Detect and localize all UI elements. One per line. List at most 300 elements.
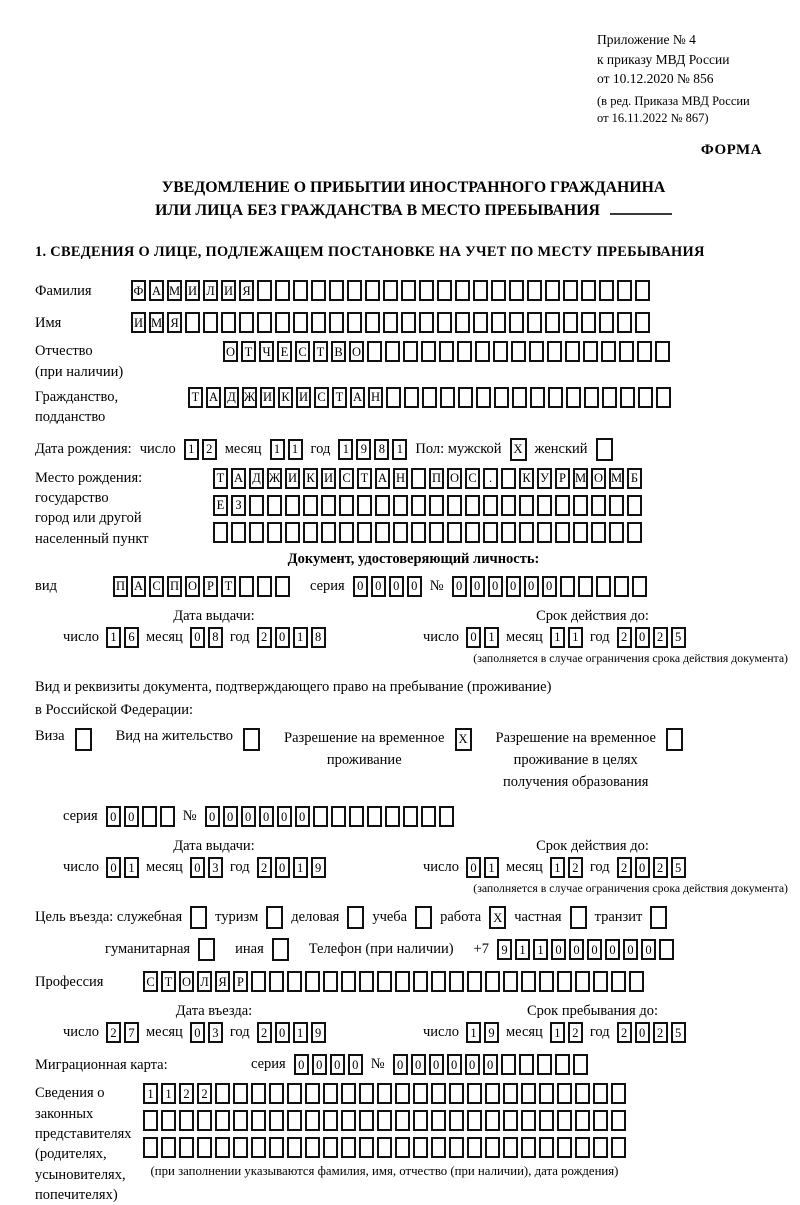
char-cell[interactable] [313, 806, 328, 827]
char-cell[interactable] [347, 906, 364, 929]
char-cell[interactable] [458, 387, 473, 408]
char-cell[interactable] [431, 971, 446, 992]
char-cell[interactable] [431, 1083, 446, 1104]
char-cell[interactable] [599, 312, 614, 333]
char-cell[interactable]: 1 [184, 439, 199, 460]
char-cell[interactable] [539, 1137, 554, 1158]
char-cell[interactable] [395, 1137, 410, 1158]
char-cell[interactable] [614, 576, 629, 597]
char-cell[interactable] [529, 341, 544, 362]
char-cell[interactable] [375, 522, 390, 543]
char-cell[interactable]: К [519, 468, 534, 489]
char-cell[interactable] [575, 1110, 590, 1131]
char-cell[interactable] [321, 522, 336, 543]
char-cell[interactable] [599, 280, 614, 301]
char-cell[interactable] [485, 971, 500, 992]
char-cell[interactable]: З [231, 495, 246, 516]
char-cell[interactable] [467, 1083, 482, 1104]
char-cell[interactable]: 7 [124, 1022, 139, 1043]
char-cell[interactable]: 0 [542, 576, 557, 597]
char-cell[interactable] [635, 312, 650, 333]
char-cell[interactable]: 9 [311, 1022, 326, 1043]
char-cell[interactable]: 1 [550, 1022, 565, 1043]
char-cell[interactable] [401, 280, 416, 301]
char-cell[interactable]: Ч [259, 341, 274, 362]
char-cell[interactable] [377, 1083, 392, 1104]
char-cell[interactable] [545, 312, 560, 333]
char-cell[interactable] [503, 1083, 518, 1104]
char-cell[interactable] [537, 522, 552, 543]
char-cell[interactable] [511, 341, 526, 362]
char-cell[interactable]: 0 [641, 939, 656, 960]
char-cell[interactable]: И [260, 387, 275, 408]
char-cell[interactable] [365, 312, 380, 333]
char-cell[interactable]: Н [393, 468, 408, 489]
char-cell[interactable] [287, 1137, 302, 1158]
char-cell[interactable] [449, 1110, 464, 1131]
char-cell[interactable] [269, 1110, 284, 1131]
char-cell[interactable]: 2 [568, 1022, 583, 1043]
char-cell[interactable] [493, 341, 508, 362]
char-cell[interactable] [509, 312, 524, 333]
char-cell[interactable] [142, 806, 157, 827]
char-cell[interactable]: 0 [259, 806, 274, 827]
char-cell[interactable] [593, 971, 608, 992]
char-cell[interactable]: 2 [257, 627, 272, 648]
char-cell[interactable]: 1 [338, 439, 353, 460]
char-cell[interactable] [555, 522, 570, 543]
char-cell[interactable] [311, 280, 326, 301]
char-cell[interactable] [413, 971, 428, 992]
char-cell[interactable]: 0 [275, 1022, 290, 1043]
char-cell[interactable] [421, 341, 436, 362]
char-cell[interactable]: 2 [106, 1022, 121, 1043]
char-cell[interactable]: Б [627, 468, 642, 489]
char-cell[interactable]: 1 [484, 857, 499, 878]
char-cell[interactable] [473, 280, 488, 301]
char-cell[interactable] [329, 312, 344, 333]
char-cell[interactable]: 0 [190, 627, 205, 648]
char-cell[interactable] [269, 1083, 284, 1104]
char-cell[interactable] [563, 312, 578, 333]
char-cell[interactable]: 0 [106, 806, 121, 827]
char-cell[interactable]: С [295, 341, 310, 362]
char-cell[interactable] [365, 280, 380, 301]
char-cell[interactable] [143, 1110, 158, 1131]
char-cell[interactable] [609, 522, 624, 543]
char-cell[interactable] [341, 1083, 356, 1104]
char-cell[interactable] [221, 312, 236, 333]
char-cell[interactable] [635, 280, 650, 301]
char-cell[interactable]: И [221, 280, 236, 301]
char-cell[interactable]: И [185, 280, 200, 301]
char-cell[interactable]: Д [224, 387, 239, 408]
char-cell[interactable] [386, 387, 401, 408]
char-cell[interactable] [449, 1137, 464, 1158]
char-cell[interactable] [485, 1083, 500, 1104]
char-cell[interactable]: И [296, 387, 311, 408]
char-cell[interactable] [519, 522, 534, 543]
char-cell[interactable]: 8 [311, 627, 326, 648]
char-cell[interactable] [602, 387, 617, 408]
char-cell[interactable] [659, 939, 674, 960]
char-cell[interactable] [483, 495, 498, 516]
char-cell[interactable] [357, 522, 372, 543]
char-cell[interactable]: 0 [330, 1054, 345, 1075]
char-cell[interactable] [491, 312, 506, 333]
char-cell[interactable] [305, 971, 320, 992]
char-cell[interactable] [404, 387, 419, 408]
char-cell[interactable]: 5 [671, 627, 686, 648]
char-cell[interactable] [203, 312, 218, 333]
char-cell[interactable] [287, 1083, 302, 1104]
char-cell[interactable] [385, 341, 400, 362]
char-cell[interactable] [431, 1137, 446, 1158]
char-cell[interactable]: 0 [488, 576, 503, 597]
char-cell[interactable] [421, 806, 436, 827]
char-cell[interactable] [251, 1110, 266, 1131]
char-cell[interactable]: 1 [515, 939, 530, 960]
char-cell[interactable] [285, 495, 300, 516]
char-cell[interactable]: 0 [483, 1054, 498, 1075]
char-cell[interactable]: 0 [447, 1054, 462, 1075]
char-cell[interactable]: Я [215, 971, 230, 992]
char-cell[interactable] [539, 1083, 554, 1104]
char-cell[interactable]: 0 [635, 857, 650, 878]
char-cell[interactable]: 0 [411, 1054, 426, 1075]
char-cell[interactable] [257, 312, 272, 333]
char-cell[interactable]: Р [233, 971, 248, 992]
char-cell[interactable] [429, 522, 444, 543]
char-cell[interactable] [413, 1137, 428, 1158]
char-cell[interactable] [457, 341, 472, 362]
char-cell[interactable]: X [455, 728, 472, 751]
char-cell[interactable] [285, 522, 300, 543]
char-cell[interactable]: 2 [568, 857, 583, 878]
char-cell[interactable]: 2 [653, 627, 668, 648]
char-cell[interactable] [465, 522, 480, 543]
char-cell[interactable] [161, 1137, 176, 1158]
char-cell[interactable]: 0 [106, 857, 121, 878]
char-cell[interactable] [411, 495, 426, 516]
char-cell[interactable]: 2 [617, 627, 632, 648]
char-cell[interactable] [521, 1083, 536, 1104]
char-cell[interactable] [293, 280, 308, 301]
char-cell[interactable] [521, 971, 536, 992]
char-cell[interactable] [395, 1110, 410, 1131]
char-cell[interactable] [521, 1110, 536, 1131]
char-cell[interactable] [251, 971, 266, 992]
char-cell[interactable] [573, 1054, 588, 1075]
char-cell[interactable] [331, 806, 346, 827]
char-cell[interactable] [573, 495, 588, 516]
char-cell[interactable]: И [131, 312, 146, 333]
char-cell[interactable]: М [609, 468, 624, 489]
char-cell[interactable]: В [331, 341, 346, 362]
char-cell[interactable]: Я [167, 312, 182, 333]
char-cell[interactable]: X [489, 906, 506, 929]
char-cell[interactable]: 1 [484, 627, 499, 648]
char-cell[interactable]: 0 [605, 939, 620, 960]
char-cell[interactable] [367, 341, 382, 362]
char-cell[interactable]: О [223, 341, 238, 362]
char-cell[interactable] [539, 1110, 554, 1131]
char-cell[interactable] [485, 1137, 500, 1158]
char-cell[interactable]: Л [197, 971, 212, 992]
char-cell[interactable] [413, 1110, 428, 1131]
char-cell[interactable] [440, 387, 455, 408]
char-cell[interactable] [666, 728, 683, 751]
char-cell[interactable] [591, 522, 606, 543]
char-cell[interactable]: Т [313, 341, 328, 362]
char-cell[interactable]: Ж [242, 387, 257, 408]
char-cell[interactable] [239, 576, 254, 597]
char-cell[interactable]: 2 [197, 1083, 212, 1104]
char-cell[interactable]: 0 [623, 939, 638, 960]
char-cell[interactable] [437, 312, 452, 333]
char-cell[interactable] [563, 280, 578, 301]
char-cell[interactable] [578, 576, 593, 597]
char-cell[interactable] [656, 387, 671, 408]
char-cell[interactable] [494, 387, 509, 408]
char-cell[interactable]: К [303, 468, 318, 489]
char-cell[interactable] [339, 522, 354, 543]
char-cell[interactable] [575, 1083, 590, 1104]
char-cell[interactable] [447, 522, 462, 543]
char-cell[interactable] [545, 280, 560, 301]
char-cell[interactable] [601, 341, 616, 362]
char-cell[interactable]: 0 [275, 857, 290, 878]
char-cell[interactable]: 0 [466, 857, 481, 878]
char-cell[interactable] [243, 728, 260, 751]
char-cell[interactable] [383, 280, 398, 301]
char-cell[interactable] [75, 728, 92, 751]
char-cell[interactable] [629, 971, 644, 992]
char-cell[interactable]: Ф [131, 280, 146, 301]
char-cell[interactable]: 1 [124, 857, 139, 878]
char-cell[interactable]: 3 [208, 857, 223, 878]
char-cell[interactable]: И [285, 468, 300, 489]
char-cell[interactable] [357, 495, 372, 516]
char-cell[interactable]: 5 [671, 1022, 686, 1043]
char-cell[interactable]: 0 [551, 939, 566, 960]
char-cell[interactable] [609, 495, 624, 516]
char-cell[interactable] [323, 1110, 338, 1131]
char-cell[interactable]: 9 [484, 1022, 499, 1043]
char-cell[interactable] [275, 312, 290, 333]
char-cell[interactable] [377, 1137, 392, 1158]
char-cell[interactable] [638, 387, 653, 408]
char-cell[interactable] [596, 438, 613, 461]
char-cell[interactable] [620, 387, 635, 408]
char-cell[interactable] [198, 938, 215, 961]
char-cell[interactable] [275, 576, 290, 597]
char-cell[interactable] [341, 971, 356, 992]
char-cell[interactable]: 1 [293, 857, 308, 878]
char-cell[interactable] [411, 522, 426, 543]
char-cell[interactable] [467, 1110, 482, 1131]
char-cell[interactable] [570, 906, 587, 929]
char-cell[interactable] [632, 576, 647, 597]
char-cell[interactable]: Е [213, 495, 228, 516]
char-cell[interactable] [272, 938, 289, 961]
char-cell[interactable] [455, 312, 470, 333]
char-cell[interactable] [509, 280, 524, 301]
char-cell[interactable]: Р [555, 468, 570, 489]
char-cell[interactable] [233, 1137, 248, 1158]
char-cell[interactable] [593, 1137, 608, 1158]
char-cell[interactable]: М [149, 312, 164, 333]
char-cell[interactable]: 0 [465, 1054, 480, 1075]
char-cell[interactable] [557, 1083, 572, 1104]
char-cell[interactable]: 0 [277, 806, 292, 827]
char-cell[interactable] [275, 280, 290, 301]
char-cell[interactable] [501, 1054, 516, 1075]
char-cell[interactable] [249, 495, 264, 516]
char-cell[interactable] [190, 906, 207, 929]
char-cell[interactable]: 2 [617, 1022, 632, 1043]
char-cell[interactable] [341, 1110, 356, 1131]
char-cell[interactable]: П [113, 576, 128, 597]
char-cell[interactable]: 1 [466, 1022, 481, 1043]
char-cell[interactable] [503, 1110, 518, 1131]
char-cell[interactable] [449, 1083, 464, 1104]
char-cell[interactable] [439, 806, 454, 827]
char-cell[interactable]: Е [277, 341, 292, 362]
char-cell[interactable]: 0 [190, 1022, 205, 1043]
char-cell[interactable]: 3 [208, 1022, 223, 1043]
char-cell[interactable] [650, 906, 667, 929]
char-cell[interactable]: 0 [506, 576, 521, 597]
char-cell[interactable] [655, 341, 670, 362]
char-cell[interactable]: 2 [653, 857, 668, 878]
char-cell[interactable] [305, 1083, 320, 1104]
char-cell[interactable] [581, 312, 596, 333]
char-cell[interactable] [257, 280, 272, 301]
char-cell[interactable] [439, 341, 454, 362]
char-cell[interactable]: 1 [143, 1083, 158, 1104]
char-cell[interactable] [215, 1137, 230, 1158]
char-cell[interactable] [491, 280, 506, 301]
char-cell[interactable] [341, 1137, 356, 1158]
char-cell[interactable] [565, 341, 580, 362]
char-cell[interactable]: 1 [550, 857, 565, 878]
char-cell[interactable] [377, 971, 392, 992]
char-cell[interactable]: 0 [241, 806, 256, 827]
char-cell[interactable] [519, 1054, 534, 1075]
char-cell[interactable] [566, 387, 581, 408]
char-cell[interactable] [179, 1110, 194, 1131]
char-cell[interactable] [323, 971, 338, 992]
char-cell[interactable] [393, 495, 408, 516]
char-cell[interactable]: 2 [617, 857, 632, 878]
char-cell[interactable]: К [278, 387, 293, 408]
char-cell[interactable] [485, 1110, 500, 1131]
char-cell[interactable]: 0 [587, 939, 602, 960]
char-cell[interactable] [467, 971, 482, 992]
char-cell[interactable] [557, 971, 572, 992]
char-cell[interactable] [197, 1137, 212, 1158]
char-cell[interactable] [521, 1137, 536, 1158]
char-cell[interactable] [519, 495, 534, 516]
char-cell[interactable]: 0 [393, 1054, 408, 1075]
char-cell[interactable] [584, 387, 599, 408]
char-cell[interactable]: 0 [524, 576, 539, 597]
char-cell[interactable]: 0 [635, 627, 650, 648]
char-cell[interactable]: 1 [392, 439, 407, 460]
char-cell[interactable] [179, 1137, 194, 1158]
char-cell[interactable] [161, 1110, 176, 1131]
char-cell[interactable] [429, 495, 444, 516]
char-cell[interactable]: Ж [267, 468, 282, 489]
char-cell[interactable] [415, 906, 432, 929]
char-cell[interactable] [593, 1083, 608, 1104]
char-cell[interactable] [403, 341, 418, 362]
char-cell[interactable] [321, 495, 336, 516]
char-cell[interactable] [160, 806, 175, 827]
char-cell[interactable] [311, 312, 326, 333]
char-cell[interactable] [287, 971, 302, 992]
char-cell[interactable] [367, 806, 382, 827]
char-cell[interactable] [591, 495, 606, 516]
char-cell[interactable] [269, 971, 284, 992]
char-cell[interactable] [447, 495, 462, 516]
char-cell[interactable] [213, 522, 228, 543]
char-cell[interactable]: 0 [371, 576, 386, 597]
char-cell[interactable]: 0 [452, 576, 467, 597]
char-cell[interactable]: 8 [208, 627, 223, 648]
char-cell[interactable] [581, 280, 596, 301]
char-cell[interactable]: М [167, 280, 182, 301]
char-cell[interactable] [627, 495, 642, 516]
char-cell[interactable] [143, 1137, 158, 1158]
char-cell[interactable] [257, 576, 272, 597]
char-cell[interactable]: 0 [466, 627, 481, 648]
char-cell[interactable]: X [510, 438, 527, 461]
char-cell[interactable]: И [321, 468, 336, 489]
char-cell[interactable] [611, 1083, 626, 1104]
char-cell[interactable] [377, 1110, 392, 1131]
char-cell[interactable] [527, 280, 542, 301]
char-cell[interactable] [548, 387, 563, 408]
char-cell[interactable] [329, 280, 344, 301]
char-cell[interactable]: 8 [374, 439, 389, 460]
char-cell[interactable]: 0 [635, 1022, 650, 1043]
char-cell[interactable]: О [349, 341, 364, 362]
char-cell[interactable]: Т [221, 576, 236, 597]
char-cell[interactable]: О [179, 971, 194, 992]
char-cell[interactable] [619, 341, 634, 362]
char-cell[interactable]: О [591, 468, 606, 489]
char-cell[interactable] [339, 495, 354, 516]
char-cell[interactable] [501, 495, 516, 516]
char-cell[interactable]: С [339, 468, 354, 489]
char-cell[interactable] [395, 971, 410, 992]
char-cell[interactable]: Я [239, 280, 254, 301]
char-cell[interactable]: 0 [429, 1054, 444, 1075]
char-cell[interactable] [467, 1137, 482, 1158]
char-cell[interactable]: 0 [407, 576, 422, 597]
char-cell[interactable] [437, 280, 452, 301]
char-cell[interactable]: А [131, 576, 146, 597]
char-cell[interactable] [215, 1110, 230, 1131]
char-cell[interactable]: 9 [497, 939, 512, 960]
char-cell[interactable]: С [465, 468, 480, 489]
char-cell[interactable]: О [447, 468, 462, 489]
char-cell[interactable]: Т [241, 341, 256, 362]
char-cell[interactable] [249, 522, 264, 543]
char-cell[interactable] [593, 1110, 608, 1131]
